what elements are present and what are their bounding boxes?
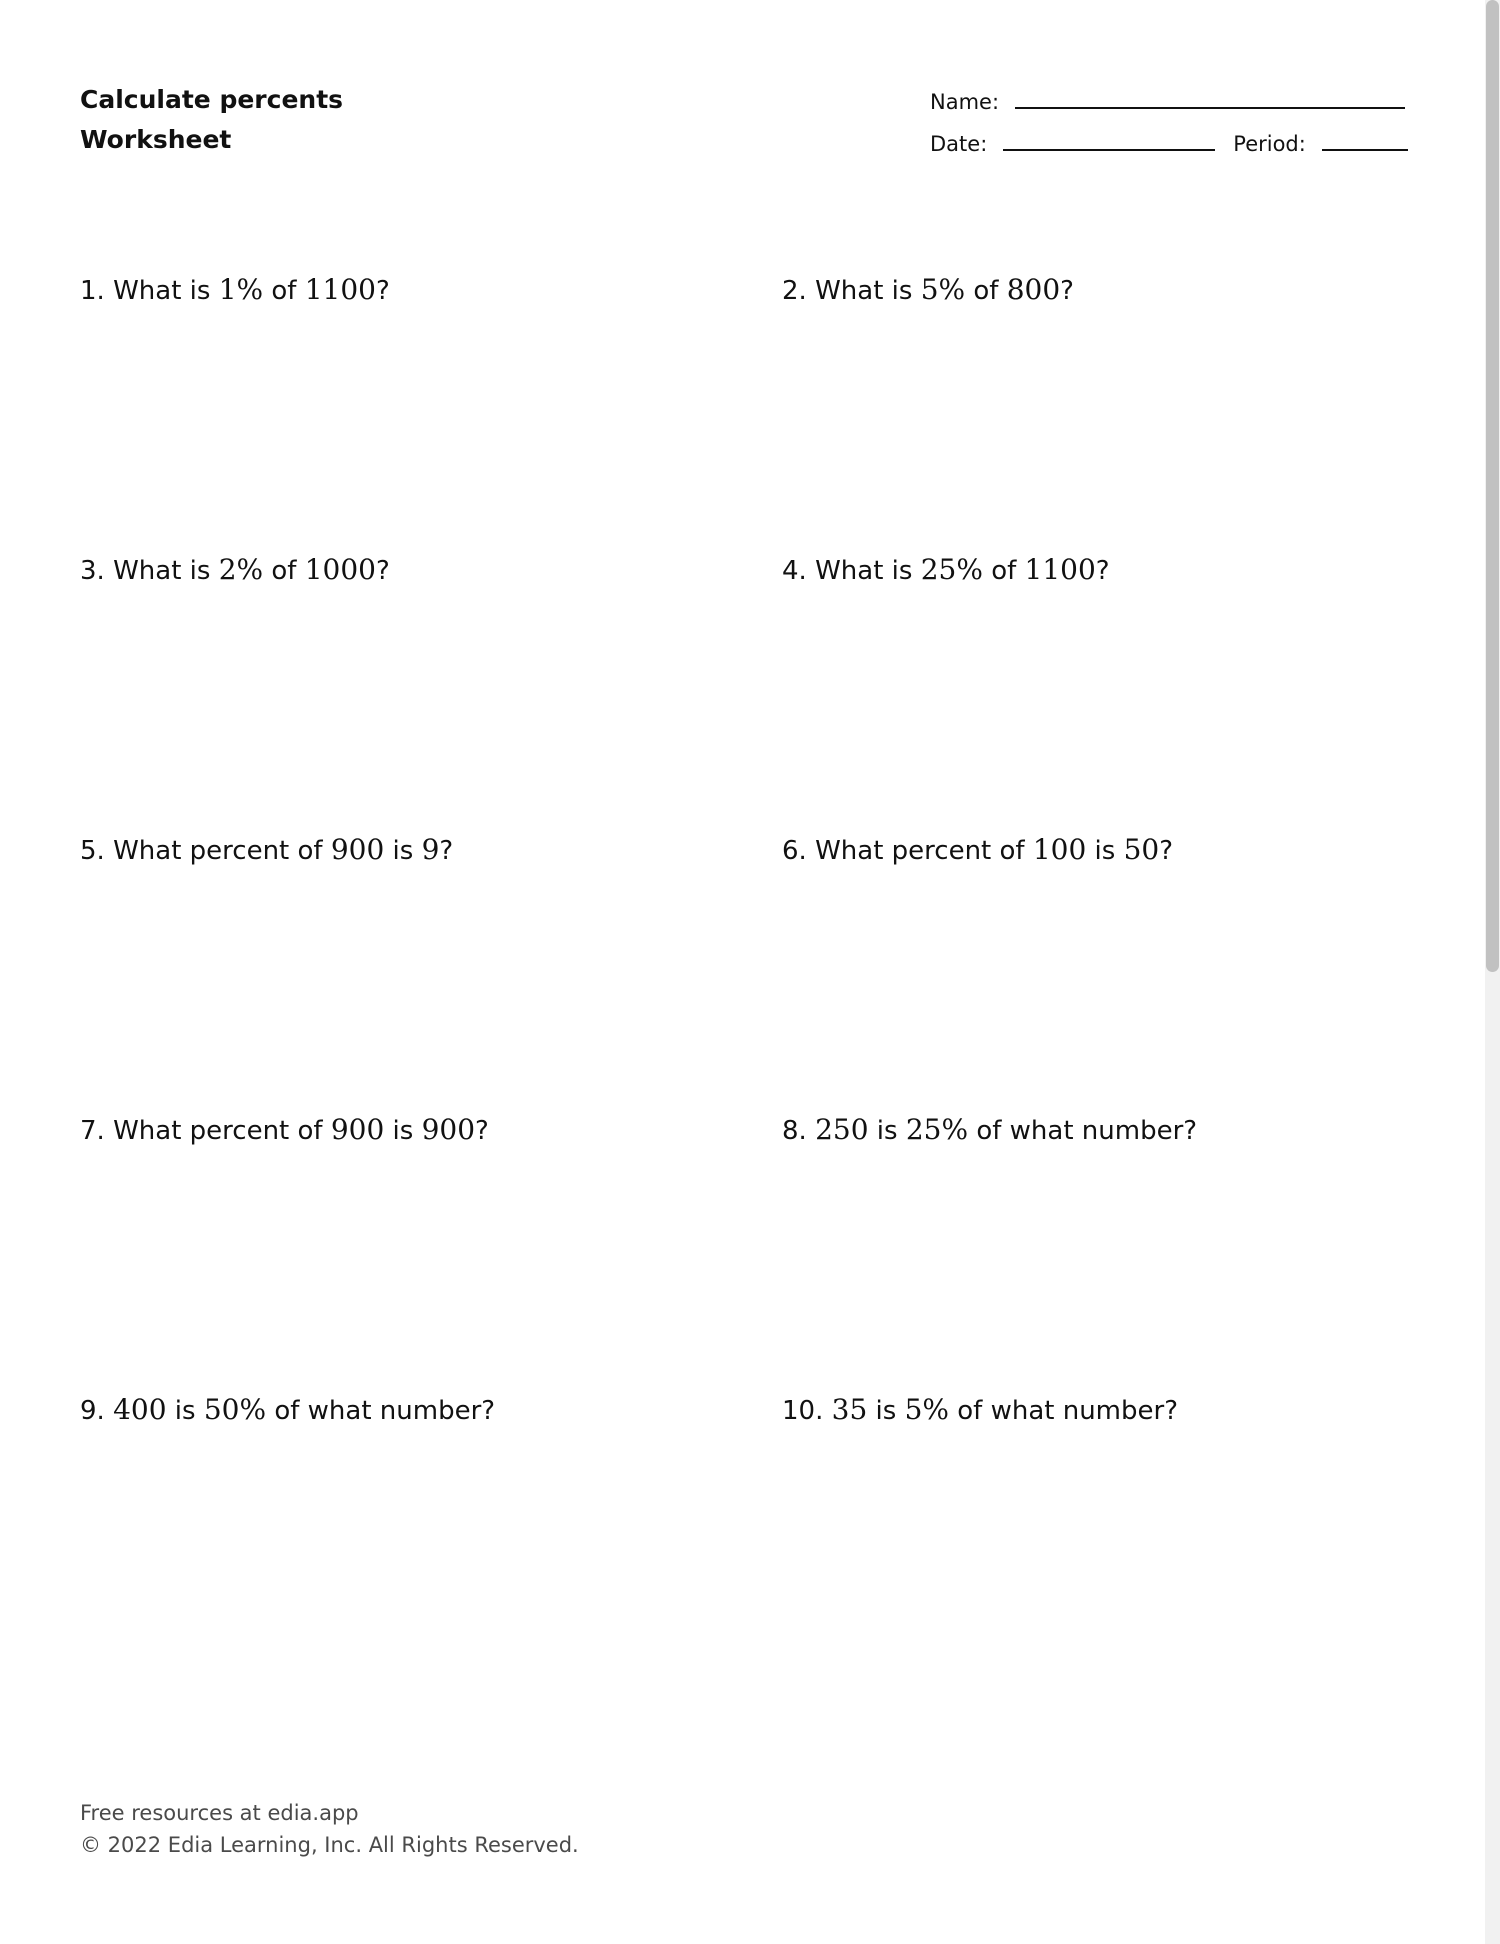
math-value: 400: [113, 1393, 167, 1426]
math-value: 1000: [304, 553, 376, 586]
worksheet-title: [80, 80, 343, 160]
math-value: 50: [1123, 833, 1160, 866]
footer-copyright-text: © 2022 Edia Learning, Inc. All Rights Reserved.: [80, 1833, 579, 1857]
problem-10: [782, 1392, 1178, 1429]
scrollbar-thumb[interactable]: [1486, 0, 1499, 972]
title-line-2: Worksheet: [80, 125, 232, 154]
math-value: 900: [421, 1113, 476, 1146]
problem-7: [80, 1112, 489, 1149]
problem-text: of what number?: [949, 1396, 1178, 1426]
problem-9: [80, 1392, 495, 1429]
problem-number: 7.: [80, 1116, 105, 1146]
problem-text: ?: [375, 276, 390, 306]
problem-number: 3.: [80, 556, 105, 586]
title-line-1: Calculate percents: [80, 85, 344, 114]
problem-text: What is: [113, 556, 219, 586]
problem-text: ?: [1060, 276, 1074, 306]
math-value: 250: [815, 1113, 869, 1146]
math-value: 1%: [218, 273, 264, 306]
footer-resources-text: Free resources at edia.app: [80, 1801, 359, 1825]
problem-text: ?: [475, 1116, 489, 1146]
problem-text: is: [1086, 836, 1124, 866]
problem-text: What percent of: [113, 1116, 331, 1146]
name-blank-line: [1015, 107, 1405, 109]
math-value: 5%: [904, 1393, 949, 1426]
date-label: Date:: [930, 132, 988, 156]
scrollbar-track[interactable]: [1485, 0, 1500, 1944]
problem-number: 9.: [80, 1396, 105, 1426]
problem-number: 2.: [782, 276, 807, 306]
problem-8: [782, 1112, 1197, 1149]
problem-text: is: [867, 1396, 905, 1426]
problem-text: of: [982, 556, 1025, 586]
math-value: 900: [330, 1113, 385, 1146]
math-value: 5%: [920, 273, 966, 306]
problem-number: 5.: [80, 836, 105, 866]
problem-text: ?: [439, 836, 454, 866]
period-label: Period:: [1233, 132, 1306, 156]
problem-text: is: [384, 1116, 422, 1146]
math-value: 35: [831, 1393, 868, 1426]
math-value: 900: [330, 833, 385, 866]
problem-number: 1.: [80, 276, 105, 306]
problem-5: [80, 832, 453, 869]
footer: [80, 1797, 579, 1861]
name-label: Name:: [930, 90, 1000, 114]
math-value: 100: [1032, 833, 1087, 866]
math-value: 25%: [920, 553, 983, 586]
problem-text: is: [868, 1116, 906, 1146]
problem-1: [80, 272, 390, 309]
math-value: 1100: [304, 273, 376, 306]
problem-text: What percent of: [815, 836, 1033, 866]
problem-3: [80, 552, 390, 589]
problem-number: 6.: [782, 836, 807, 866]
problem-text: What is: [815, 556, 921, 586]
problem-number: 10.: [782, 1396, 824, 1426]
problem-text: of: [263, 556, 305, 586]
problem-text: ?: [1095, 556, 1110, 586]
problem-number: 8.: [782, 1116, 807, 1146]
math-value: 1100: [1024, 553, 1096, 586]
math-value: 50%: [203, 1393, 267, 1426]
problem-text: of what number?: [968, 1116, 1198, 1146]
date-period-row: [930, 130, 1408, 158]
math-value: 2%: [218, 553, 264, 586]
math-value: 800: [1006, 273, 1061, 306]
date-blank-line: [1003, 149, 1215, 151]
problem-text: of: [965, 276, 1007, 306]
problem-text: of: [263, 276, 305, 306]
problem-text: What is: [113, 276, 219, 306]
problem-4: [782, 552, 1110, 589]
problem-text: ?: [1159, 836, 1174, 866]
problem-text: of what number?: [266, 1396, 496, 1426]
problem-6: [782, 832, 1173, 869]
problem-text: is: [166, 1396, 204, 1426]
problem-number: 4.: [782, 556, 807, 586]
period-blank-line: [1322, 149, 1408, 151]
problem-2: [782, 272, 1074, 309]
problem-text: ?: [375, 556, 390, 586]
problem-text: is: [384, 836, 422, 866]
problem-text: What is: [815, 276, 921, 306]
math-value: 9: [421, 833, 440, 866]
name-row: [930, 88, 1405, 116]
math-value: 25%: [905, 1113, 969, 1146]
problem-text: What percent of: [113, 836, 331, 866]
